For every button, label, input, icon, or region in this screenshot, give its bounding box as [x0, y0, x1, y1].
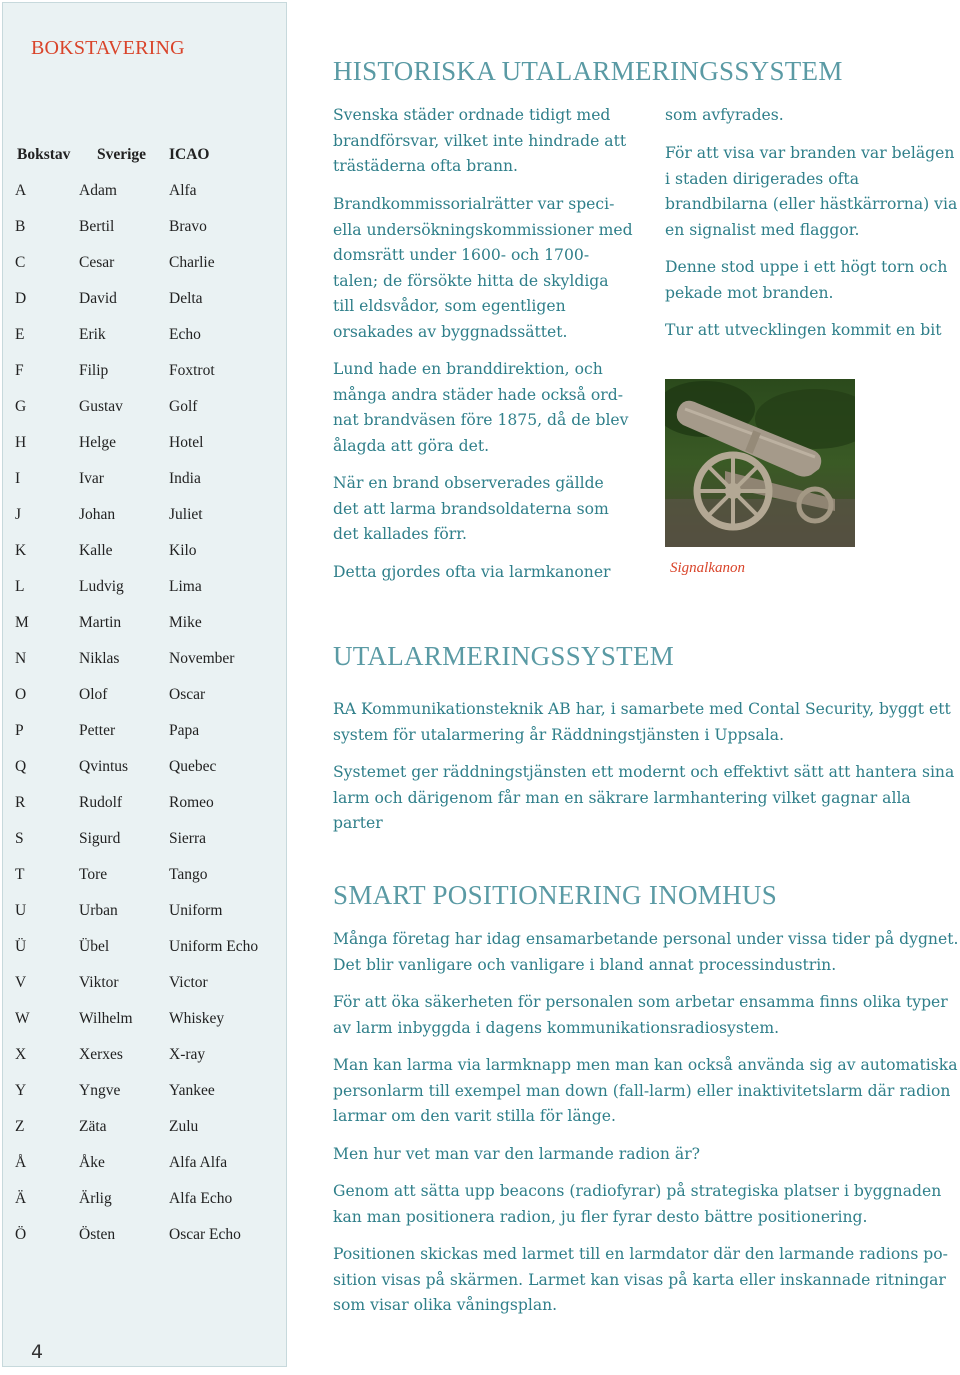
- table-row: [13, 1145, 258, 1181]
- letter-cell: D: [15, 290, 27, 307]
- utalarm-paragraph: Systemet ger räddningstjänsten ett modernt och effektivt sätt att hantera sina larm och därigenom får man en säkrare larmhantering vilket gagnar alla parter: [333, 763, 955, 832]
- icao-word-cell: Sierra: [169, 830, 207, 847]
- swedish-word-cell: Zäta: [79, 1118, 107, 1135]
- icao-word-cell: Oscar Echo: [169, 1226, 241, 1243]
- table-row: [13, 389, 258, 425]
- icao-word-cell: Foxtrot: [169, 362, 215, 379]
- table-row: [13, 569, 258, 605]
- icao-word-cell: Uniform: [169, 902, 223, 919]
- swedish-word-cell: Erik: [79, 326, 106, 343]
- table-row: [13, 245, 258, 281]
- icao-word-cell: Victor: [169, 974, 208, 991]
- table-header-row: [13, 137, 258, 173]
- smart-paragraph: Positionen skickas med larmet till en larmdator där den larmande radions po-sition visas på skärmen. Larmet kan visas på karta eller inskannade ritningar som visar olika våningsplan.: [333, 1245, 948, 1314]
- icao-word-cell: Mike: [169, 614, 202, 631]
- icao-word-cell: India: [169, 470, 201, 487]
- letter-cell: F: [15, 362, 24, 379]
- letter-cell: X: [15, 1046, 27, 1063]
- column-header: Bokstav: [17, 146, 71, 163]
- letter-cell: Ö: [15, 1226, 27, 1243]
- historic-paragraph: som avfyrades.: [665, 106, 784, 124]
- table-row: [13, 1001, 258, 1037]
- swedish-word-cell: Rudolf: [79, 794, 123, 811]
- letter-cell: Y: [15, 1082, 27, 1099]
- table-row: [13, 929, 258, 965]
- historic-paragraph: Detta gjordes ofta via larmkanoner: [333, 563, 611, 581]
- swedish-word-cell: Petter: [79, 722, 116, 739]
- table-row: [13, 857, 258, 893]
- table-row: [13, 533, 258, 569]
- spelling-table-body: [13, 173, 258, 1253]
- icao-word-cell: X-ray: [169, 1046, 206, 1063]
- letter-cell: E: [15, 326, 25, 343]
- table-row: [13, 1073, 258, 1109]
- icao-word-cell: Golf: [169, 398, 198, 415]
- letter-cell: Z: [15, 1118, 25, 1135]
- letter-cell: H: [15, 434, 27, 451]
- smart-paragraph: Man kan larma via larmknapp men man kan också använda sig av automatiska personlarm till exempel man down (fall-larm) eller inaktivitetslarm där radion larmar om den varit stilla för länge.: [333, 1056, 958, 1125]
- icao-word-cell: Papa: [169, 722, 200, 739]
- table-row: [13, 713, 258, 749]
- historic-heading: HISTORISKA UTALARMERINGSSYSTEM: [333, 56, 843, 86]
- letter-cell: Ä: [15, 1190, 27, 1207]
- letter-cell: U: [15, 902, 27, 919]
- icao-word-cell: Alfa: [169, 182, 197, 199]
- historic-paragraph: För att visa var branden var belägen i staden dirigerades ofta brandbilarna (eller hästkärrorna) via en signalist med flaggor.: [665, 144, 958, 239]
- historic-paragraph: Tur att utvecklingen kommit en bit: [665, 321, 942, 339]
- icao-word-cell: Delta: [169, 290, 203, 307]
- letter-cell: K: [15, 542, 27, 559]
- swedish-word-cell: Ludvig: [79, 578, 124, 595]
- letter-cell: C: [15, 254, 26, 271]
- swedish-word-cell: Cesar: [79, 254, 115, 271]
- table-row: [13, 605, 258, 641]
- icao-word-cell: Juliet: [169, 506, 203, 523]
- swedish-word-cell: Åke: [79, 1154, 105, 1171]
- swedish-word-cell: Helge: [79, 434, 117, 451]
- swedish-word-cell: Kalle: [79, 542, 113, 559]
- icao-word-cell: Kilo: [169, 542, 197, 559]
- swedish-word-cell: Bertil: [79, 218, 115, 235]
- swedish-word-cell: Urban: [79, 902, 118, 919]
- letter-cell: B: [15, 218, 26, 235]
- table-row: [13, 893, 258, 929]
- smart-heading: SMART POSITIONERING INOMHUS: [333, 880, 778, 910]
- swedish-word-cell: Viktor: [79, 974, 119, 991]
- smart-paragraph: Många företag har idag ensamarbetande personal under vissa tider på dygnet. Det blir vanligare och vanligare i bland annat processindustrin.: [333, 930, 959, 974]
- icao-word-cell: Alfa Echo: [169, 1190, 233, 1207]
- letter-cell: Ü: [15, 938, 27, 955]
- swedish-word-cell: Gustav: [79, 398, 123, 415]
- letter-cell: R: [15, 794, 26, 811]
- cannon-illustration: [665, 379, 855, 547]
- table-row: [13, 1037, 258, 1073]
- icao-word-cell: Romeo: [169, 794, 214, 811]
- table-row: [13, 785, 258, 821]
- swedish-word-cell: Übel: [79, 938, 110, 955]
- table-row: [13, 461, 258, 497]
- letter-cell: G: [15, 398, 27, 415]
- icao-word-cell: Alfa Alfa: [169, 1154, 228, 1171]
- swedish-word-cell: Xerxes: [79, 1046, 123, 1063]
- table-row: [13, 1109, 258, 1145]
- swedish-word-cell: Östen: [79, 1226, 116, 1243]
- letter-cell: A: [15, 182, 27, 199]
- swedish-word-cell: Johan: [79, 506, 116, 523]
- spelling-table: [13, 137, 258, 1253]
- utalarm-heading: UTALARMERINGSSYSTEM: [333, 641, 675, 671]
- icao-word-cell: Hotel: [169, 434, 204, 451]
- letter-cell: T: [15, 866, 25, 883]
- utalarm-paragraph: RA Kommunikationsteknik AB har, i samarbete med Contal Security, byggt ett system för utalarmering år Räddningstjänsten i Uppsala.: [333, 700, 951, 744]
- icao-word-cell: Tango: [169, 866, 208, 883]
- swedish-word-cell: Wilhelm: [79, 1010, 133, 1027]
- icao-word-cell: Quebec: [169, 758, 217, 775]
- table-row: [13, 353, 258, 389]
- historic-paragraph: Lund hade en branddirektion, och många andra städer hade också ord-nat brandväsen före 1875, då de blev ålagda att göra det.: [333, 360, 629, 455]
- table-row: [13, 1217, 258, 1253]
- table-row: [13, 209, 258, 245]
- swedish-word-cell: Adam: [79, 182, 117, 199]
- table-row: [13, 641, 258, 677]
- sidebar-title: BOKSTAVERING: [31, 37, 185, 59]
- swedish-word-cell: Filip: [79, 362, 109, 379]
- smart-paragraph: Genom att sätta upp beacons (radiofyrar) på strategiska platser i byggnaden kan man positionera radion, ju fler fyrar desto bättre positionering.: [333, 1182, 942, 1226]
- letter-cell: O: [15, 686, 27, 703]
- icao-word-cell: Uniform Echo: [169, 938, 259, 955]
- letter-cell: L: [15, 578, 25, 595]
- photo-caption: Signalkanon: [670, 560, 745, 576]
- smart-paragraph: För att öka säkerheten för personalen som arbetar ensamma finns olika typer av larm inbyggda i dagens kommunikationsradiosystem.: [333, 993, 948, 1037]
- swedish-word-cell: Tore: [79, 866, 108, 883]
- letter-cell: P: [15, 722, 24, 739]
- page-number: 4: [31, 1341, 44, 1363]
- swedish-word-cell: Olof: [79, 686, 108, 703]
- table-row: [13, 965, 258, 1001]
- icao-word-cell: Charlie: [169, 254, 215, 271]
- table-row: [13, 677, 258, 713]
- table-row: [13, 173, 258, 209]
- table-row: [13, 749, 258, 785]
- letter-cell: J: [15, 506, 22, 523]
- icao-word-cell: Zulu: [169, 1118, 199, 1135]
- letter-cell: V: [15, 974, 27, 991]
- historic-paragraph: När en brand observerades gällde det att larma brandsoldaterna som det kallades förr.: [333, 474, 609, 543]
- letter-cell: M: [15, 614, 29, 631]
- icao-word-cell: Yankee: [169, 1082, 215, 1099]
- table-row: [13, 821, 258, 857]
- column-header: ICAO: [169, 146, 210, 163]
- table-row: [13, 281, 258, 317]
- icao-word-cell: Lima: [169, 578, 202, 595]
- historic-paragraph: Brandkommissorialrätter var speci-ella undersökningskommissioner med domsrätt under 1600- och 1700-talen; de försökte hitta de skyldiga till eldsvådor, som egentligen orsakades av byggnadssättet.: [333, 195, 633, 341]
- icao-word-cell: Oscar: [169, 686, 206, 703]
- table-row: [13, 497, 258, 533]
- swedish-word-cell: David: [79, 290, 117, 307]
- smart-paragraph: Men hur vet man var den larmande radion är?: [333, 1145, 701, 1163]
- icao-word-cell: November: [169, 650, 235, 667]
- icao-word-cell: Bravo: [169, 218, 207, 235]
- letter-cell: W: [15, 1010, 30, 1027]
- swedish-word-cell: Yngve: [79, 1082, 121, 1099]
- swedish-word-cell: Ärlig: [79, 1190, 112, 1207]
- spelling-sidebar: [2, 2, 287, 1367]
- icao-word-cell: Whiskey: [169, 1010, 225, 1027]
- swedish-word-cell: Sigurd: [79, 830, 121, 847]
- letter-cell: Q: [15, 758, 27, 775]
- icao-word-cell: Echo: [169, 326, 201, 343]
- historic-paragraph: Denne stod uppe i ett högt torn och pekade mot branden.: [665, 258, 948, 302]
- swedish-word-cell: Niklas: [79, 650, 120, 667]
- swedish-word-cell: Qvintus: [79, 758, 129, 775]
- swedish-word-cell: Martin: [79, 614, 122, 631]
- letter-cell: Å: [15, 1154, 27, 1171]
- cannon-photo: [665, 379, 855, 547]
- letter-cell: N: [15, 650, 27, 667]
- letter-cell: I: [15, 470, 21, 487]
- swedish-word-cell: Ivar: [79, 470, 104, 487]
- table-row: [13, 317, 258, 353]
- historic-paragraph: Svenska städer ordnade tidigt med brandförsvar, vilket inte hindrade att trästäderna ofta brann.: [333, 106, 627, 175]
- column-header: Sverige: [97, 146, 147, 163]
- table-row: [13, 425, 258, 461]
- table-row: [13, 1181, 258, 1217]
- letter-cell: S: [15, 830, 24, 847]
